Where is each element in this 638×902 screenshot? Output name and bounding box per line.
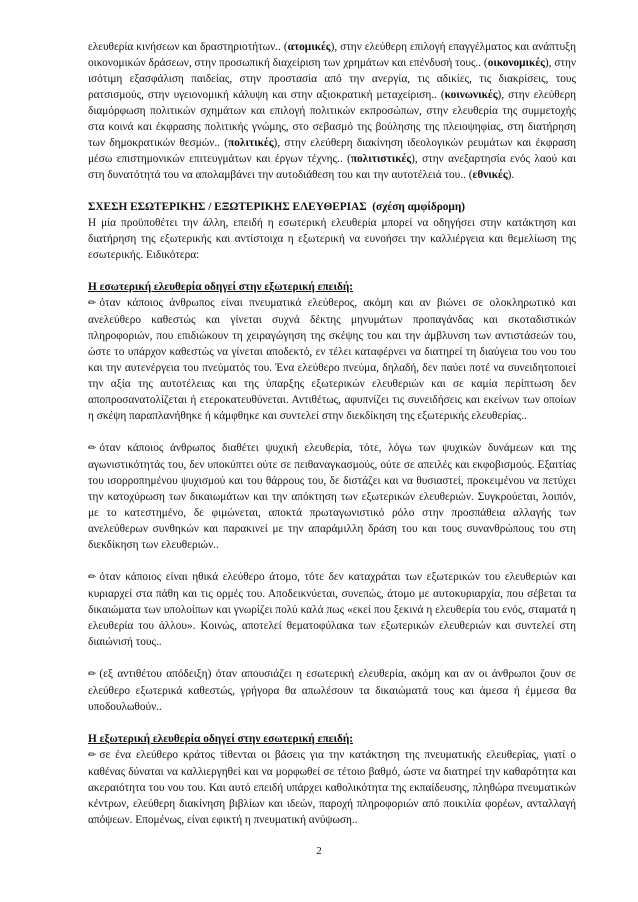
intro-bold-2: οικονομικές xyxy=(487,57,545,69)
inner-to-outer-heading: Η εσωτερική ελευθερία οδηγεί στην εξωτερική επειδή: xyxy=(88,281,354,293)
bullet-text: όταν κάποιος άνθρωπος διαθέτει ψυχική ελευθερία, τότε, λόγω των ψυχικών δυνάμεων και της αγωνιστικότητάς του, δεν υποκύπτει ούτε σε πειθαναγκασμούς, ούτε σε απειλές και εκφοβισμούς. Εξαιτίας του ισορροπημένου ψυχισμού και του θάρρους του, δε διστάζει και να θυσιαστεί, προκειμένου να πετύχει την κατοχύρωση των δικαιωμάτων και την απόκτηση των εξωτερικών ελευθεριών. Συγκρούεται, λοιπόν, με το κατεστημένο, δε φιμώνεται, αποκτά πρωταγωνιστικό ρόλο στην προσπάθεια αλλαγής των ανελεύθερων συνθηκών και παρακινεί με την απαράμιλλη δράση του και τους συνανθρώπους του στη διεκδίκηση των ελευθεριών.. xyxy=(88,442,576,551)
page-content xyxy=(88,39,576,828)
intro-text-6: ), στην ανεξαρτησία ενός λαού και στη δυνατότητά του να απολαμβάνει την αυτοδιάθεση του και την αυτοτέλειά του.. ( xyxy=(88,153,576,181)
intro-bold-4: πολιτικές xyxy=(228,137,274,149)
bullet-paragraph xyxy=(88,569,576,650)
page-number: 2 xyxy=(316,845,322,857)
pencil-icon: ✏ xyxy=(88,750,97,761)
pencil-icon: ✏ xyxy=(88,669,97,680)
intro-text-5: ), στην ελεύθερη διακίνηση ιδεολογικών ρευμάτων και έκφραση μέσω επιστημονικών επιτευγμάτων και έργων τέχνης.. ( xyxy=(88,137,576,165)
bullet-text: (εξ αντιθέτου απόδειξη) όταν απουσιάζει η εσωτερική ελευθερία, ακόμη και αν οι άνθρωποι ζουν σε ελεύθερο εξωτερικά καθεστώς, γρήγορα θα απωλέσουν τα δικαιώματά τους και άμεσα ή έμμεσα θα υποδουλωθούν.. xyxy=(88,668,576,713)
intro-bold-3: κοινωνικές xyxy=(444,89,498,101)
section-text: Η μία προϋποθέτει την άλλη, επειδή η εσωτερική ελευθερία μπορεί να οδηγήσει στην κατάκτηση και διατήρηση της εξωτερικής και αντίστοιχα η εξωτερική να ευνοήσει την καλλιέργεια και θεμελίωση της εσωτερικής. Ειδικότερα: xyxy=(88,217,576,261)
outer-to-inner-heading: Η εξωτερική ελευθερία οδηγεί στην εσωτερική επειδή: xyxy=(88,733,354,745)
bullet-text: όταν κάποιος άνθρωπος είναι πνευματικά ελεύθερος, ακόμη και αν βιώνει σε ολοκληρωτικό και ανελεύθερο καθεστώς και γίνεται συχνά δέκτης μηνυμάτων προπαγάνδας και σκοταδιστικών πληροφοριών, που επιδιώκουν τη χειραγώγηση της σκέψης του και την άμβλυνση των αντιστάσεών του, ώστε το υπάρχον καθεστώς να γίνεται αποδεκτό, εν τέλει καταφέρνει να διατηρεί τη διαύγεια του νου του και την αυτενέργεια του πνεύματός του. Ένα ελεύθερο πνεύμα, δηλαδή, δεν παύει ποτέ να συνειδητοποιεί την αξία της αυτοτέλειας και της ύπαρξης εξωτερικών ελευθεριών και σε καμία περίπτωση δεν αποπροσανατολίζεται ή ετεροκατευθύνεται. Αντιθέτως, αφυπνίζει τις συνειδήσεις και εκείνων των οποίων η σκέψη παραπλανήθηκε ή κάμφθηκε και συντελεί στην διεκδίκηση της εξωτερικής ελευθερίας.. xyxy=(88,297,576,422)
bullet-paragraph xyxy=(88,747,576,828)
intro-bold-1: ατομικές xyxy=(287,41,331,53)
intro-bold-5: πολιτιστικές xyxy=(350,153,412,165)
intro-text-7: ). xyxy=(507,169,515,181)
intro-text-3: ), στην ισότιμη εξασφάλιση παιδείας, στην προστασία από την ανεργία, τις αδικίες, τις διακρίσεις, τους ρατσισμούς, στην υγειονομική κάλυψη και στην αξιοκρατική μεταχείριση.. ( xyxy=(88,57,576,101)
bullet-paragraph xyxy=(88,295,576,424)
pencil-icon: ✏ xyxy=(88,443,97,454)
section-heading xyxy=(88,199,576,215)
section-heading-main: ΣΧΕΣΗ ΕΣΩΤΕΡΙΚΗΣ / ΕΞΩΤΕΡΙΚΗΣ ΕΛΕΥΘΕΡΙΑΣ xyxy=(88,201,367,213)
bullet-text: σε ένα ελεύθερο κράτος τίθενται οι βάσεις για την κατάκτηση της πνευματικής ελευθερίας, γιατί ο καθένας δύναται να καλλιεργηθεί και να μορφωθεί σε τέτοιο βαθμό, ώστε να διατηρεί την καθαρότητα και ακεραιότητα του νου του. Και αυτό επειδή υπάρχει καθολικότητα της εκπαίδευσης, πληθώρα πνευματικών κέντρων, ελεύθερη διακίνηση βιβλίων και ιδεών, παροχή πληροφοριών από ποικιλία φορέων, ανταλλαγή απόψεων. Επομένως, είναι εφικτή η πνευματική ανύψωση.. xyxy=(88,749,576,826)
section-heading-paren: (σχέση αμφίδρομη) xyxy=(372,201,466,213)
intro-text-2: ), στην ελεύθερη επιλογή επαγγέλματος και ανάπτυξη οικονομικών δράσεων, στην προσωπική διαχείριση των χρημάτων και επένδυσή τους.. ( xyxy=(88,41,577,69)
pencil-icon: ✏ xyxy=(88,572,97,583)
intro-text-1: ελευθερία κινήσεων και δραστηριοτήτων.. ( xyxy=(88,41,288,53)
bullet-paragraph xyxy=(88,666,576,715)
intro-paragraph xyxy=(88,39,576,183)
pencil-icon: ✏ xyxy=(88,298,97,309)
bullet-paragraph xyxy=(88,440,576,553)
intro-text-4: ), στην ελεύθερη διαμόρφωση πολιτικών σχημάτων και επιλογή πολιτικών εκπροσώπων, στην ελευθερία της συμμετοχής στα κοινά και έκφρασης πολιτικής γνώμης, στο σεβασμό της βούλησης της πλειοψηφίας, στη διατήρηση των δημοκρατικών θεσμών.. ( xyxy=(88,89,576,149)
bullet-text: όταν κάποιος είναι ηθικά ελεύθερο άτομο, τότε δεν καταχράται των εξωτερικών του ελευθεριών και κυριαρχεί στα πάθη και τις ορμές του. Αποδεικνύεται, συνεπώς, άτομο με αυτοκυριαρχία, που σέβεται τα δικαιώματα των υπολοίπων και γνωρίζει πολύ καλά πως «εκεί που ξεκινά η ελευθερία του ενός, σταματά η ελευθερία του άλλου». Κοινώς, αποτελεί θεματοφύλακα των εξωτερικών ελευθεριών και συντελεί στη διαιώνισή τους.. xyxy=(88,571,576,648)
intro-bold-6: εθνικές xyxy=(472,169,508,181)
